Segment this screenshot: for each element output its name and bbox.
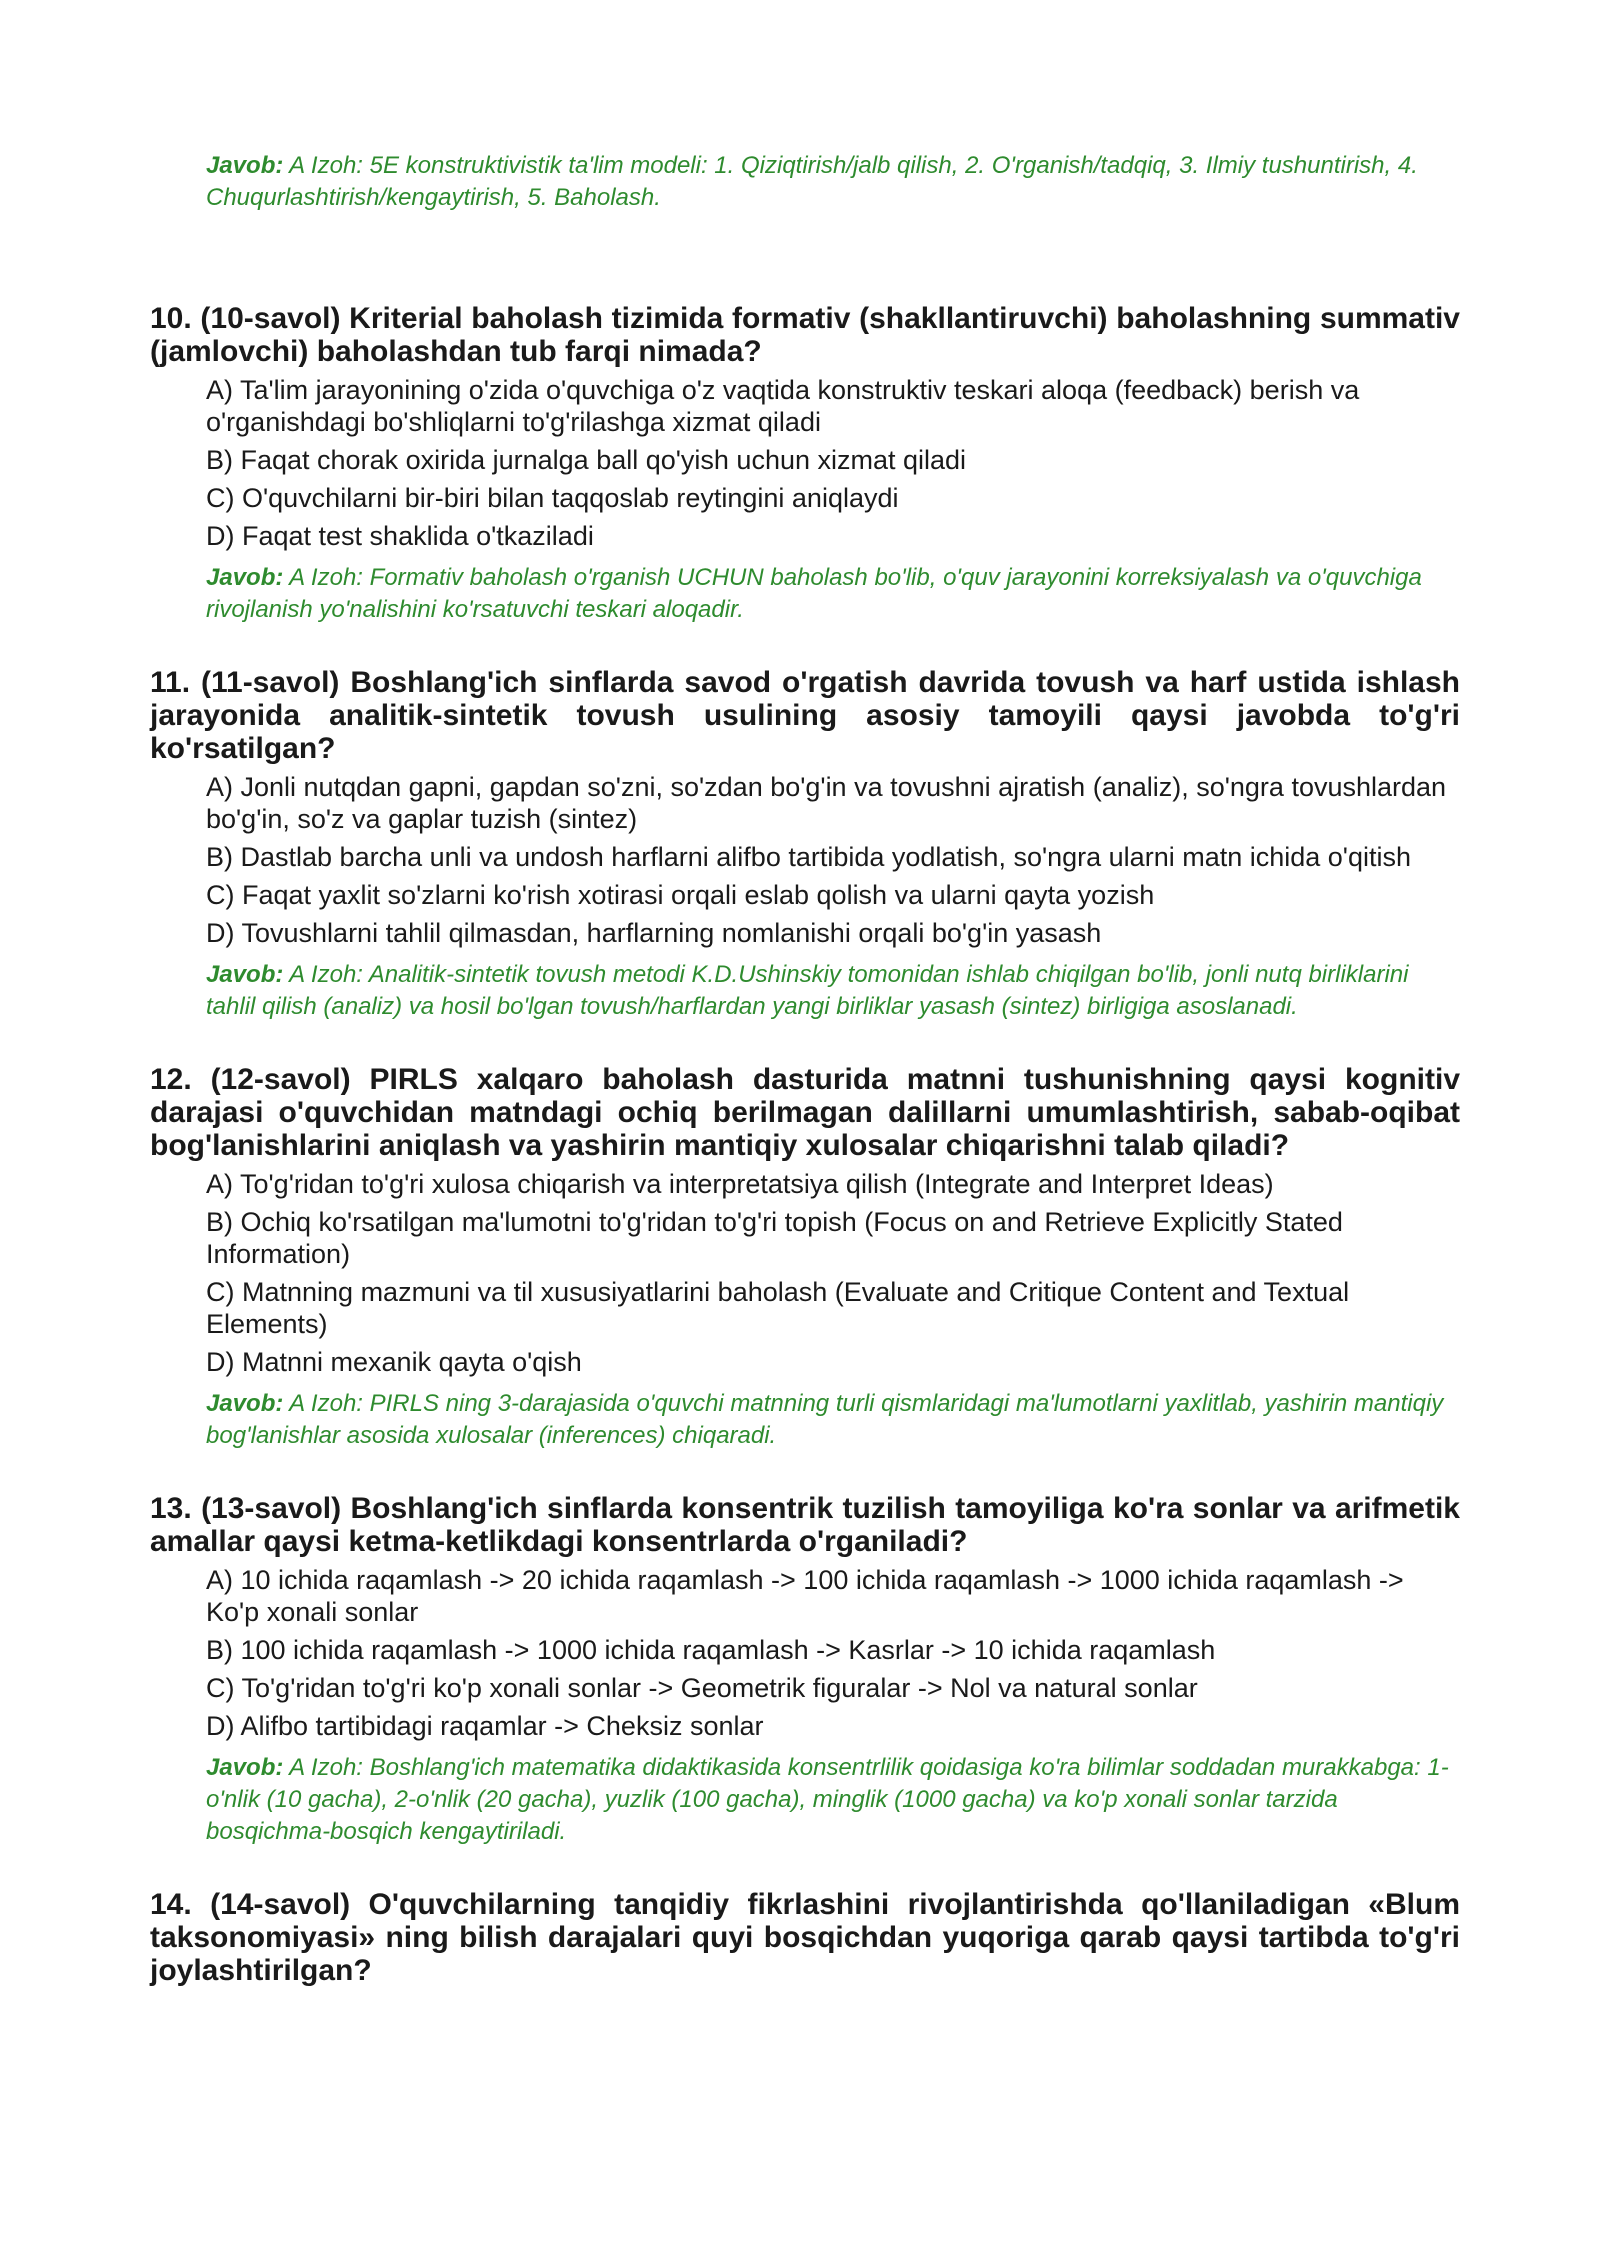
- options-list: [206, 771, 1460, 949]
- option-b: B) Ochiq ko'rsatilgan ma'lumotni to'g'ridan to'g'ri topish (Focus on and Retrieve Explicitly Stated Information): [206, 1207, 1343, 1269]
- option-a: A) Ta'lim jarayonining o'zida o'quvchiga o'z vaqtida konstruktiv teskari aloqa (feedback) berish va o'rganishdagi bo'shliqlarni to'g'rilashga xizmat qiladi: [206, 375, 1360, 437]
- option-d: D) Tovushlarni tahlil qilmasdan, harflarning nomlanishi orqali bo'g'in yasash: [206, 918, 1102, 948]
- answer-label: Javob:: [206, 152, 284, 179]
- question-title: 14. (14-savol) O'quvchilarning tanqidiy fikrlashini rivojlantirishda qo'llaniladigan «Blum taksonomiyasi» ning bilish darajalari quyi bosqichdan yuqoriga qarab qaysi tartibda to'g'ri joylashtirilgan?: [150, 1888, 1460, 1987]
- answer-label: Javob:: [206, 1754, 284, 1781]
- option-b: B) 100 ichida raqamlash -> 1000 ichida raqamlash -> Kasrlar -> 10 ichida raqamlash: [206, 1635, 1216, 1665]
- answer-text: A Izoh: Analitik-sintetik tovush metodi K.D.Ushinskiy tomonidan ishlab chiqilgan bo'lib, jonli nutq birliklarini tahlil qilish (analiz) va hosil bo'lgan tovush/harflardan yangi birliklar yasash (sintez) birligiga asoslanadi.: [206, 961, 1409, 1020]
- answer-block: [206, 959, 1460, 1023]
- answer-label: Javob:: [206, 564, 284, 591]
- option-a: A) To'g'ridan to'g'ri xulosa chiqarish va interpretatsiya qilish (Integrate and Interpret Ideas): [206, 1169, 1274, 1199]
- answer-text: A Izoh: Formativ baholash o'rganish UCHUN baholash bo'lib, o'quv jarayonini korreksiyalash va o'quvchiga rivojlanish yo'nalishini ko'rsatuvchi teskari aloqadir.: [206, 564, 1422, 623]
- option-a: A) 10 ichida raqamlash -> 20 ichida raqamlash -> 100 ichida raqamlash -> 1000 ichida raqamlash -> Ko'p xonali sonlar: [206, 1565, 1404, 1627]
- question-11: [150, 666, 1460, 1023]
- option-c: C) Faqat yaxlit so'zlarni ko'rish xotirasi orqali eslab qolish va ularni qayta yozish: [206, 880, 1155, 910]
- question-title: 13. (13-savol) Boshlang'ich sinflarda konsentrik tuzilish tamoyiliga ko'ra sonlar va arifmetik amallar qaysi ketma-ketlikdagi konsentrlarda o'rganiladi?: [150, 1492, 1460, 1558]
- answer-text: A Izoh: PIRLS ning 3-darajasida o'quvchi matnning turli qismlaridagi ma'lumotlarni yaxlitlab, yashirin mantiqiy bog'lanishlar asosida xulosalar (inferences) chiqaradi.: [206, 1390, 1444, 1449]
- question-14: [150, 1888, 1460, 1987]
- option-b: B) Dastlab barcha unli va undosh harflarni alifbo tartibida yodlatish, so'ngra ularni matn ichida o'qitish: [206, 842, 1411, 872]
- document-page: [150, 150, 1460, 1993]
- answer-text: A Izoh: Boshlang'ich matematika didaktikasida konsentrlilik qoidasiga ko'ra bilimlar soddadan murakkabga: 1-o'nlik (10 gacha), 2-o'nlik (20 gacha), yuzlik (100 gacha), minglik (1000 gacha) va ko'p xonali sonlar tarzida bosqichma-bosqich kengaytiriladi.: [206, 1754, 1449, 1845]
- option-c: C) O'quvchilarni bir-biri bilan taqqoslab reytingini aniqlaydi: [206, 483, 899, 513]
- option-a: A) Jonli nutqdan gapni, gapdan so'zni, so'zdan bo'g'in va tovushni ajratish (analiz), so'ngra tovushlardan bo'g'in, so'z va gaplar tuzish (sintez): [206, 772, 1447, 834]
- option-d: D) Faqat test shaklida o'tkaziladi: [206, 521, 594, 551]
- question-title: 10. (10-savol) Kriterial baholash tizimida formativ (shakllantiruvchi) baholashning summativ (jamlovchi) baholashdan tub farqi nimada?: [150, 302, 1460, 368]
- answer-block: [206, 1388, 1460, 1452]
- answer-block: [206, 1752, 1460, 1848]
- previous-answer: [206, 150, 1460, 214]
- options-list: [206, 374, 1460, 552]
- options-list: [206, 1564, 1460, 1742]
- question-13: [150, 1492, 1460, 1848]
- question-title: 12. (12-savol) PIRLS xalqaro baholash dasturida matnni tushunishning qaysi kognitiv darajasi o'quvchidan matndagi ochiq berilmagan dalillarni umumlashtirish, sabab-oqibat bog'lanishlarini aniqlash va yashirin mantiqiy xulosalar chiqarishni talab qiladi?: [150, 1063, 1460, 1162]
- answer-label: Javob:: [206, 961, 284, 988]
- answer-block: [206, 562, 1460, 626]
- option-d: D) Alifbo tartibidagi raqamlar -> Cheksiz sonlar: [206, 1711, 764, 1741]
- answer-label: Javob:: [206, 1390, 284, 1417]
- option-c: C) Matnning mazmuni va til xususiyatlarini baholash (Evaluate and Critique Content and Textual Elements): [206, 1277, 1350, 1339]
- answer-text: A Izoh: 5E konstruktivistik ta'lim modeli: 1. Qiziqtirish/jalb qilish, 2. O'rganish/tadqiq, 3. Ilmiy tushuntirish, 4. Chuqurlashtirish/kengaytirish, 5. Baholash.: [206, 152, 1418, 211]
- question-12: [150, 1063, 1460, 1452]
- option-b: B) Faqat chorak oxirida jurnalga ball qo'yish uchun xizmat qiladi: [206, 445, 967, 475]
- question-10: [150, 302, 1460, 626]
- option-c: C) To'g'ridan to'g'ri ko'p xonali sonlar -> Geometrik figuralar -> Nol va natural sonlar: [206, 1673, 1198, 1703]
- option-d: D) Matnni mexanik qayta o'qish: [206, 1347, 582, 1377]
- question-title: 11. (11-savol) Boshlang'ich sinflarda savod o'rgatish davrida tovush va harf ustida ishlash jarayonida analitik-sintetik tovush usulining asosiy tamoyili qaysi javobda to'g'ri ko'rsatilgan?: [150, 666, 1460, 765]
- options-list: [206, 1168, 1460, 1378]
